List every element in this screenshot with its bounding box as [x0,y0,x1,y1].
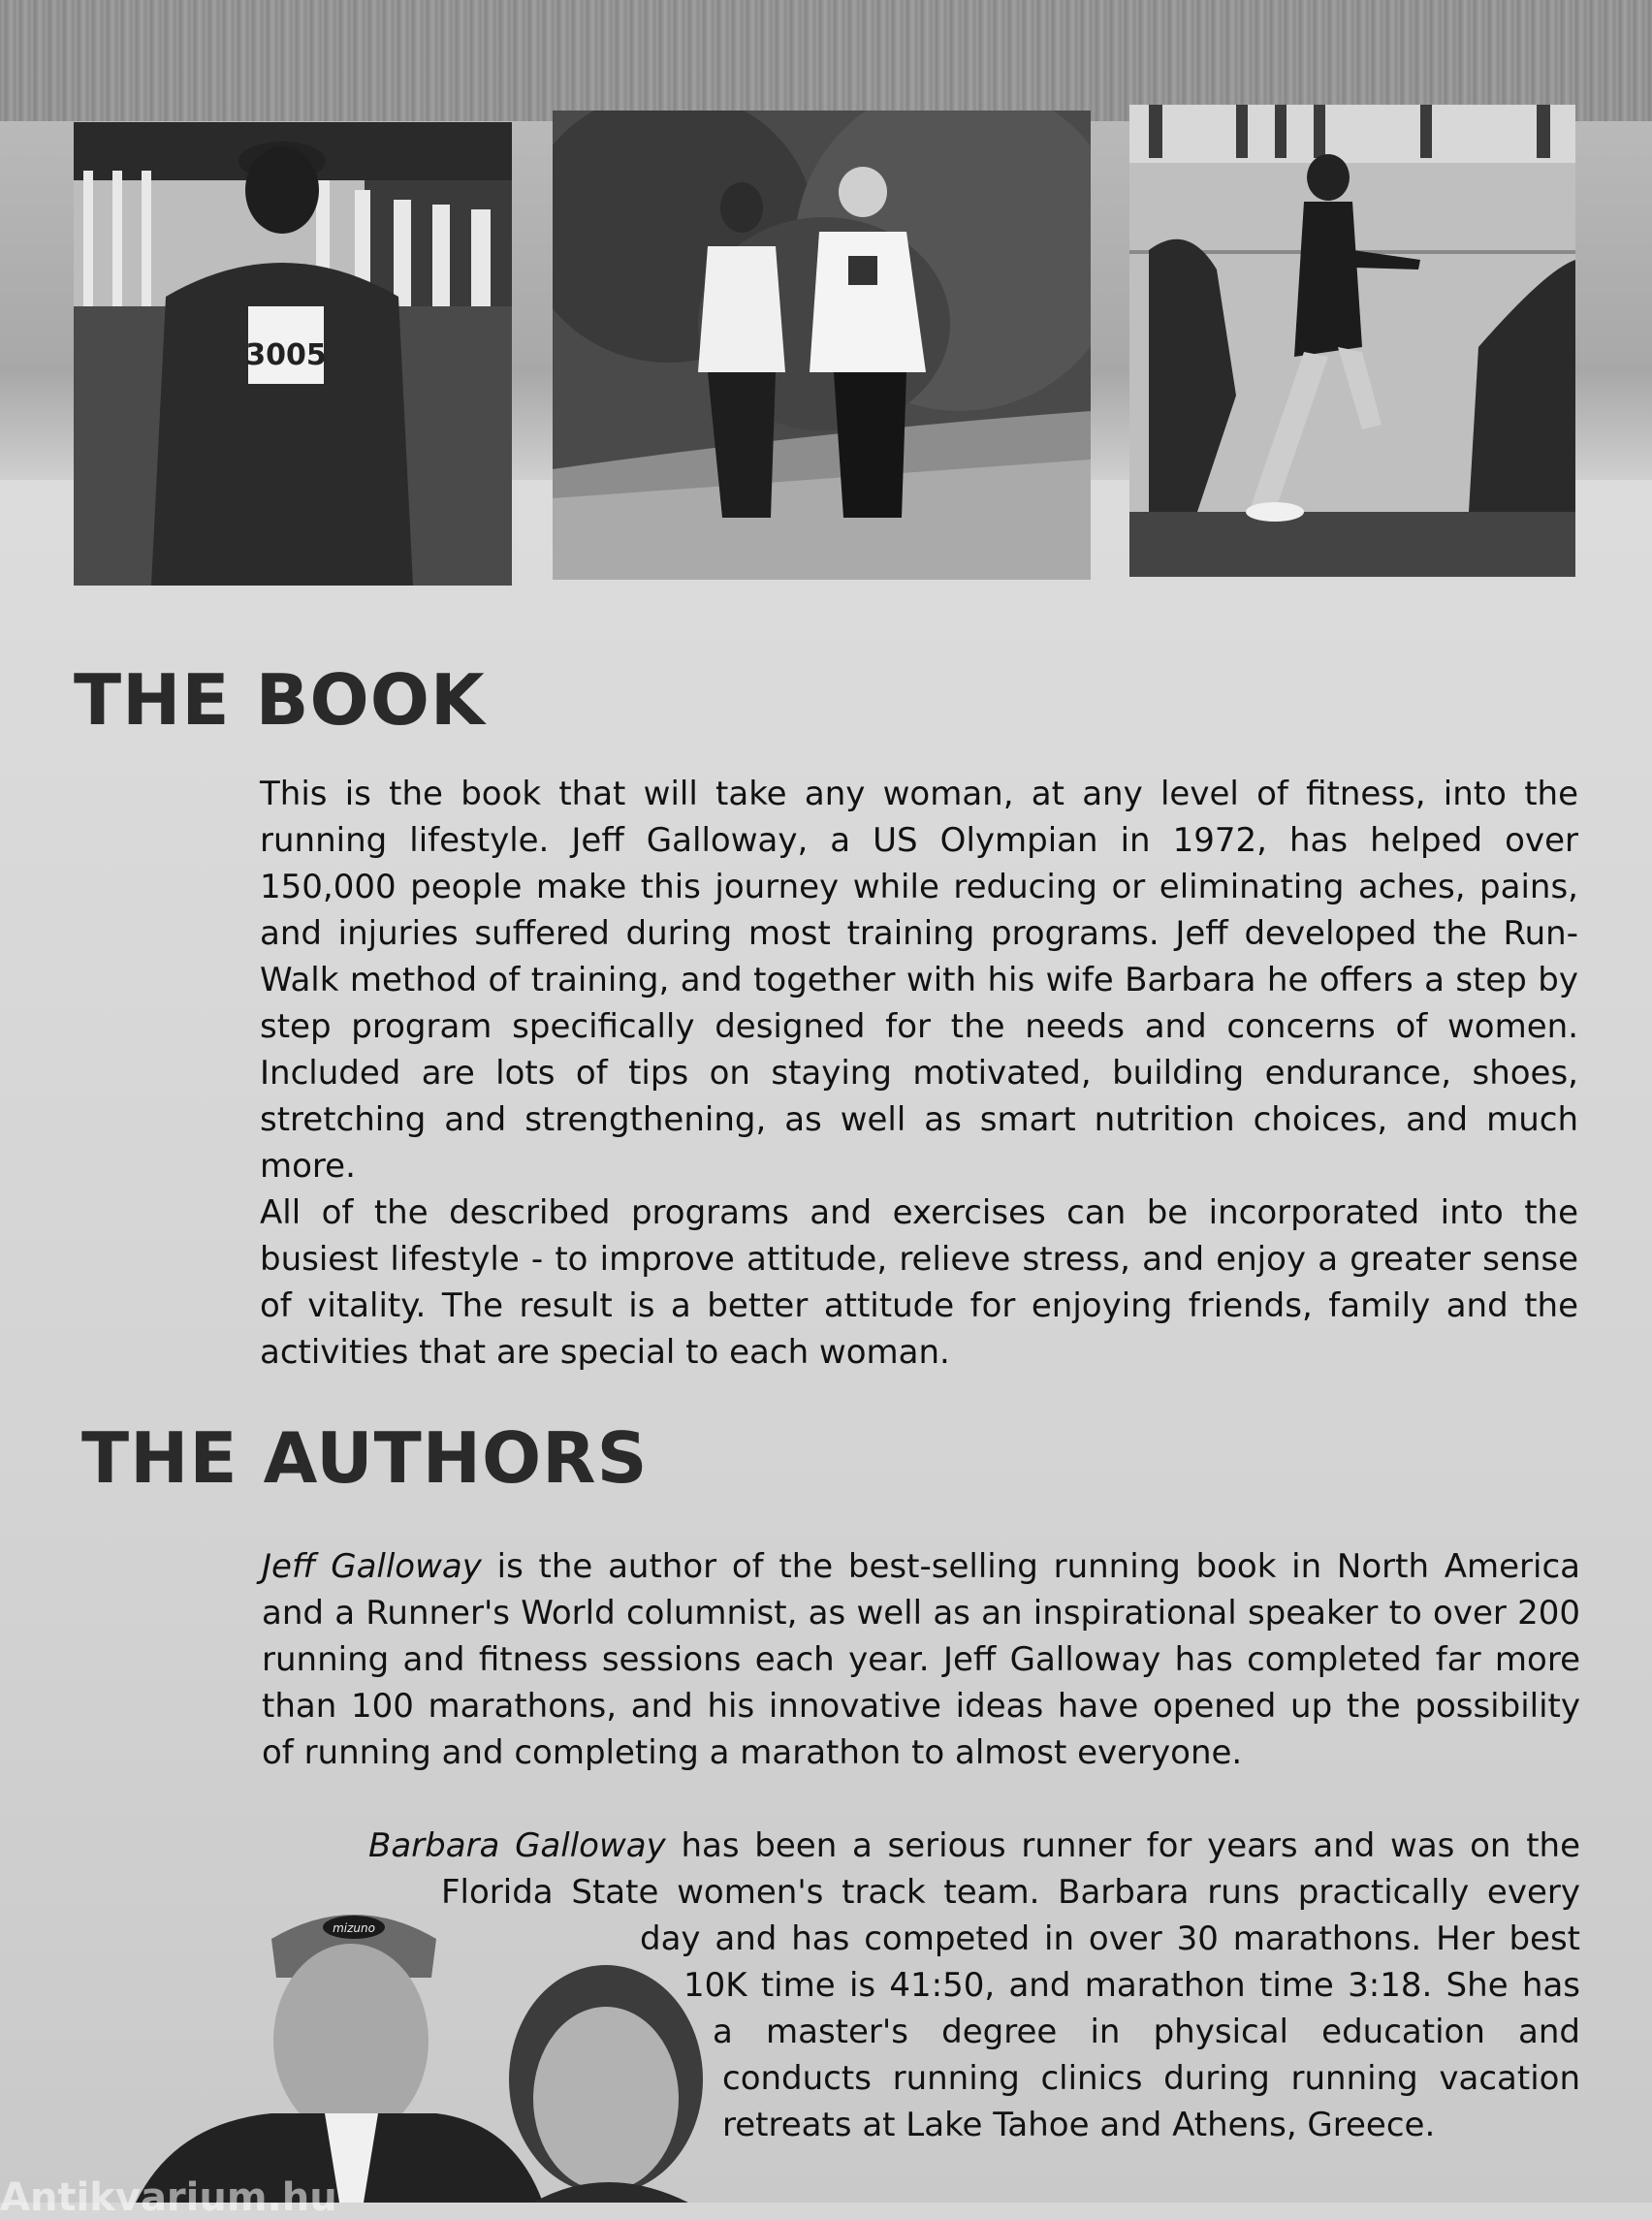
author-name-jeff: Jeff Galloway [262,1547,482,1586]
wrap-spacer [262,1962,683,2009]
author-bio-barbara-text: has been a serious runner for years and was on the Florida State women's track team. Barbara runs practically every day and has competed in over 30 marathons. Her best 10K time is 41:50, and marathon time 3:18. She has a master's degree in physical education and conducts running clinics during running vacation retreats at Lake Tahoe and Athens, Greece. [441,1826,1580,2144]
photo-two-women-walking [553,111,1091,580]
photo-woman-with-race-bib [74,122,512,586]
top-texture-band [0,0,1652,121]
author-name-barbara: Barbara Galloway [368,1826,666,1865]
wrap-spacer [262,2009,713,2055]
wrap-spacer [262,1823,368,1869]
photo-woman-running [1129,105,1575,577]
race-bib-number: 3005 [245,338,327,372]
section-heading-the-authors: THE AUTHORS [81,1417,649,1499]
cap-logo: mizuno [333,1921,375,1935]
wrap-spacer [262,1869,441,1916]
wrap-spacer [262,1916,640,1962]
book-description-paragraph-2: All of the described programs and exercises can be incorporated into the busiest lifestyle - to improve attitude, relieve stress, and enjoy a greater sense of vitality. The result is a better attitude for enjoying friends, family and the activities that are special to each woman. [260,1193,1578,1372]
wrap-spacer [262,2102,722,2148]
watermark: Antikvarium.hu [0,2175,337,2220]
wrap-spacer [262,2055,722,2102]
book-description-paragraph-1: This is the book that will take any woman, at any level of fitness, into the running lifestyle. Jeff Galloway, a US Olympian in 1972, has helped over 150,000 people make this journey while reducing or eliminating aches, pains, and injuries suffered during most training programs. Jeff developed the Run-Walk method of training, and together with his wife Barbara he offers a step by step program specifically designed for the needs and concerns of women. Included are lots of tips on staying motivated, building endurance, shoes, stretching and strengthening, as well as smart nutrition choices, and much more. [260,775,1578,1186]
author-bio-jeff-text: is the author of the best-selling running book in North America and a Runner's World columnist, as well as an inspirational speaker to over 200 running and fitness sessions each year. Jeff Galloway has completed far more than 100 marathons, and his innovative ideas have opened up the possibility of running and completing a marathon to almost everyone. [262,1547,1580,1772]
author-bio-jeff [262,1543,1580,1776]
author-bio-barbara [262,1823,1580,2195]
section-heading-the-book: THE BOOK [74,659,486,741]
